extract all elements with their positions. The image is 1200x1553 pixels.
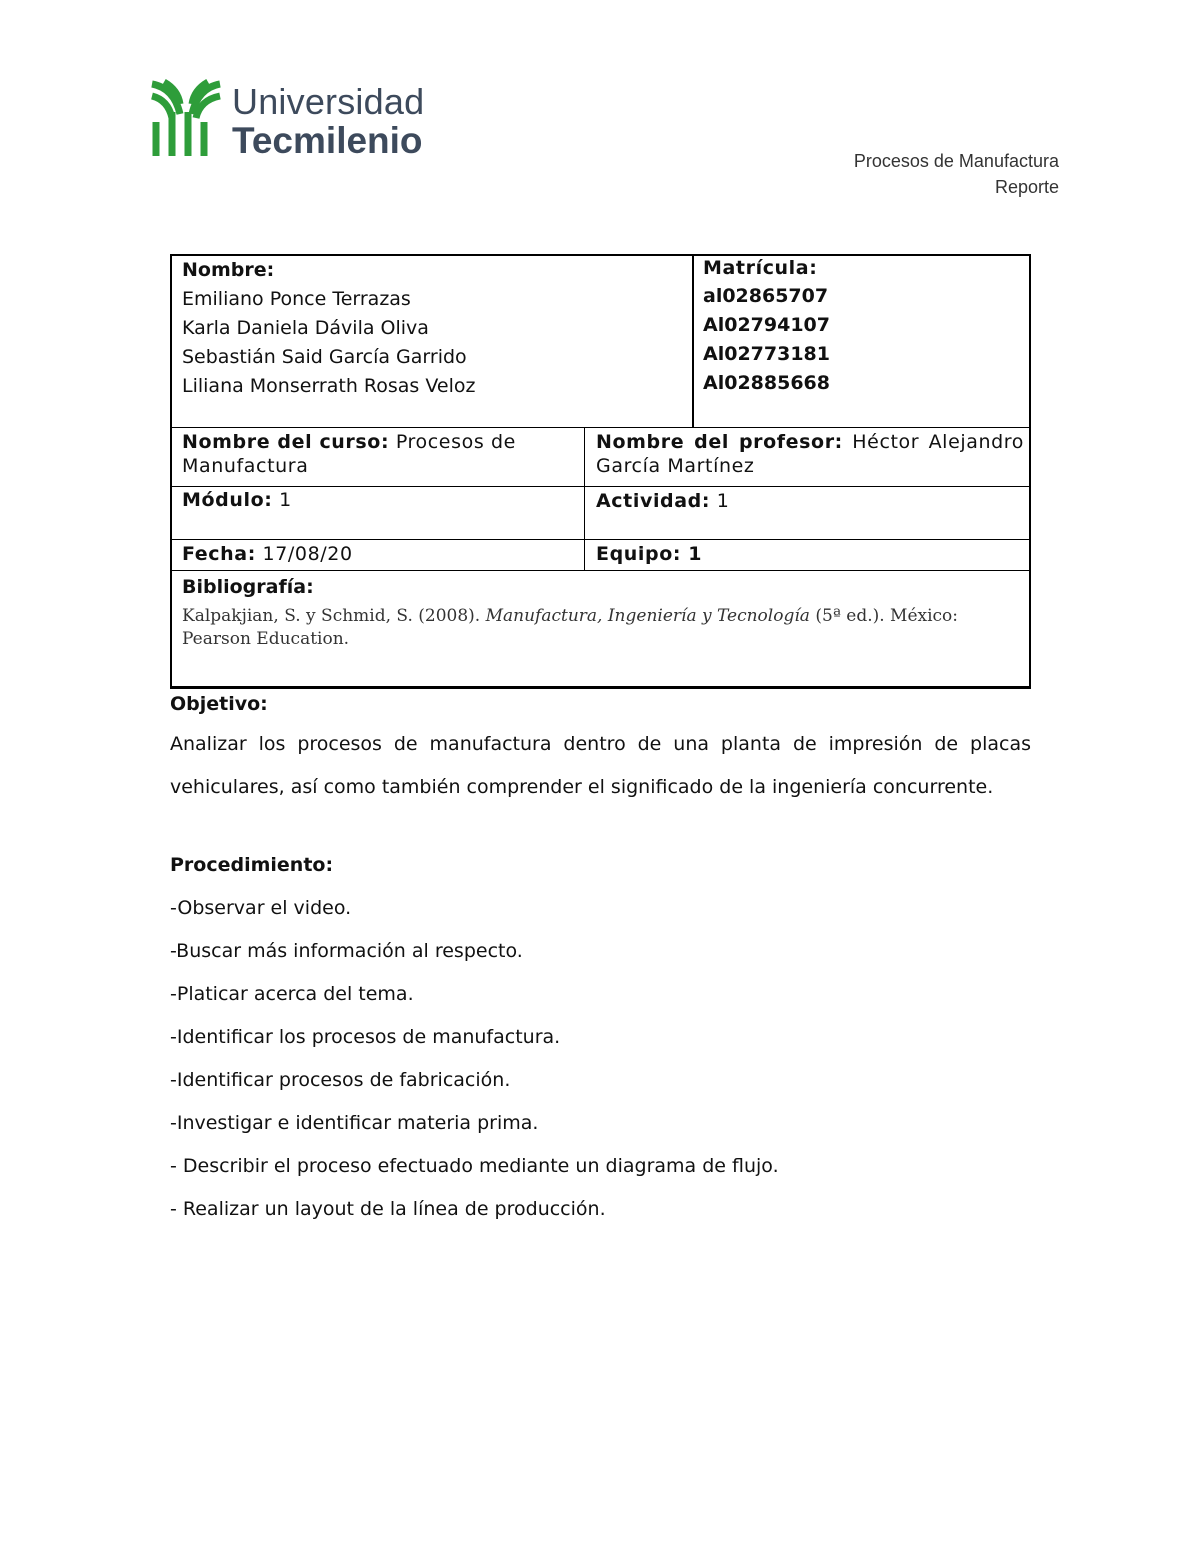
bibliografia-edition: (5ª ed.). México: Pearson Education. <box>182 606 959 649</box>
matricula-label: Matrícula: <box>703 257 818 279</box>
fecha-label: Fecha: <box>182 543 256 565</box>
procedimiento-step: -Platicar acerca del tema. <box>170 983 414 1005</box>
matricula-item: Al02773181 <box>703 343 830 365</box>
cell-matricula <box>703 254 1023 398</box>
nombre-item: Sebastián Said García Garrido <box>182 346 467 368</box>
table-row-line-1 <box>170 427 1031 428</box>
procedimiento-step: -Observar el video. <box>170 897 352 919</box>
curso-label: Nombre del curso: <box>182 431 390 453</box>
header-doc-type: Reporte <box>994 177 1059 197</box>
fecha-value: 17/08/20 <box>262 543 353 565</box>
cell-actividad <box>596 489 1024 513</box>
cell-modulo <box>182 488 577 512</box>
procedimiento-step: -Identificar los procesos de manufactura. <box>170 1026 561 1048</box>
bibliografia-title: Manufactura, Ingeniería y Tecnología <box>485 606 810 626</box>
table-divider-top <box>692 254 694 428</box>
cell-equipo <box>596 542 1024 566</box>
curso-value: Procesos de Manufactura <box>182 431 516 477</box>
bibliografia-authors: Kalpakjian, S. y Schmid, S. (2008). <box>182 606 481 626</box>
procedimiento-heading: Procedimiento: <box>170 854 334 876</box>
objetivo-section <box>170 690 1031 809</box>
cell-bibliografia <box>182 573 1022 651</box>
objetivo-text: Analizar los procesos de manufactura dentro de una planta de impresión de placas vehiculares, así como también comprender el significado de la ingeniería concurrente. <box>170 733 1031 798</box>
document-header <box>854 148 1059 200</box>
modulo-label: Módulo: <box>182 489 273 511</box>
procedimiento-step: -Buscar más información al respecto. <box>170 940 523 962</box>
table-row-line-3 <box>170 539 1031 540</box>
table-border-right <box>1029 254 1031 688</box>
header-course: Procesos de Manufactura <box>853 151 1059 171</box>
actividad-label: Actividad: <box>596 490 711 512</box>
cell-profesor <box>596 430 1024 478</box>
nombre-item: Liliana Monserrath Rosas Veloz <box>182 375 476 397</box>
tecmilenio-leaf-icon <box>150 78 226 158</box>
matricula-item: Al02885668 <box>703 372 830 394</box>
profesor-label: Nombre del profesor: <box>596 431 843 453</box>
procedimiento-step: - Describir el proceso efectuado mediante un diagrama de flujo. <box>170 1155 779 1177</box>
logo-tecmilenio-text: Tecmilenio <box>232 120 423 161</box>
procedimiento-step: -Identificar procesos de fabricación. <box>170 1069 511 1091</box>
nombre-label: Nombre: <box>182 259 275 281</box>
bibliografia-label: Bibliografía: <box>182 576 314 598</box>
equipo-label: Equipo: 1 <box>596 543 703 565</box>
table-divider-middle <box>584 427 585 571</box>
procedimiento-step: -Investigar e identificar materia prima. <box>170 1112 539 1134</box>
table-border-left <box>170 254 172 688</box>
logo-universidad-text: Universidad <box>232 81 425 122</box>
matricula-item: al02865707 <box>703 285 829 307</box>
cell-curso <box>182 430 577 478</box>
modulo-value: 1 <box>279 489 292 511</box>
table-border-bottom <box>170 686 1031 689</box>
matricula-item: Al02794107 <box>703 314 830 336</box>
objetivo-heading: Objetivo: <box>170 693 268 715</box>
profesor-value: Héctor Alejandro García Martínez <box>596 431 1024 477</box>
university-logo <box>150 76 440 160</box>
bibliografia-reference <box>182 605 1022 651</box>
procedimiento-step: - Realizar un layout de la línea de producción. <box>170 1198 606 1220</box>
info-table <box>170 254 1031 688</box>
table-row-line-4 <box>170 570 1031 571</box>
table-row-line-2 <box>170 486 1031 487</box>
actividad-value: 1 <box>716 490 730 512</box>
cell-nombre <box>182 256 682 401</box>
cell-fecha <box>182 542 577 566</box>
nombre-item: Emiliano Ponce Terrazas <box>182 288 411 310</box>
nombre-item: Karla Daniela Dávila Oliva <box>182 317 429 339</box>
procedimiento-section <box>170 844 1031 1231</box>
